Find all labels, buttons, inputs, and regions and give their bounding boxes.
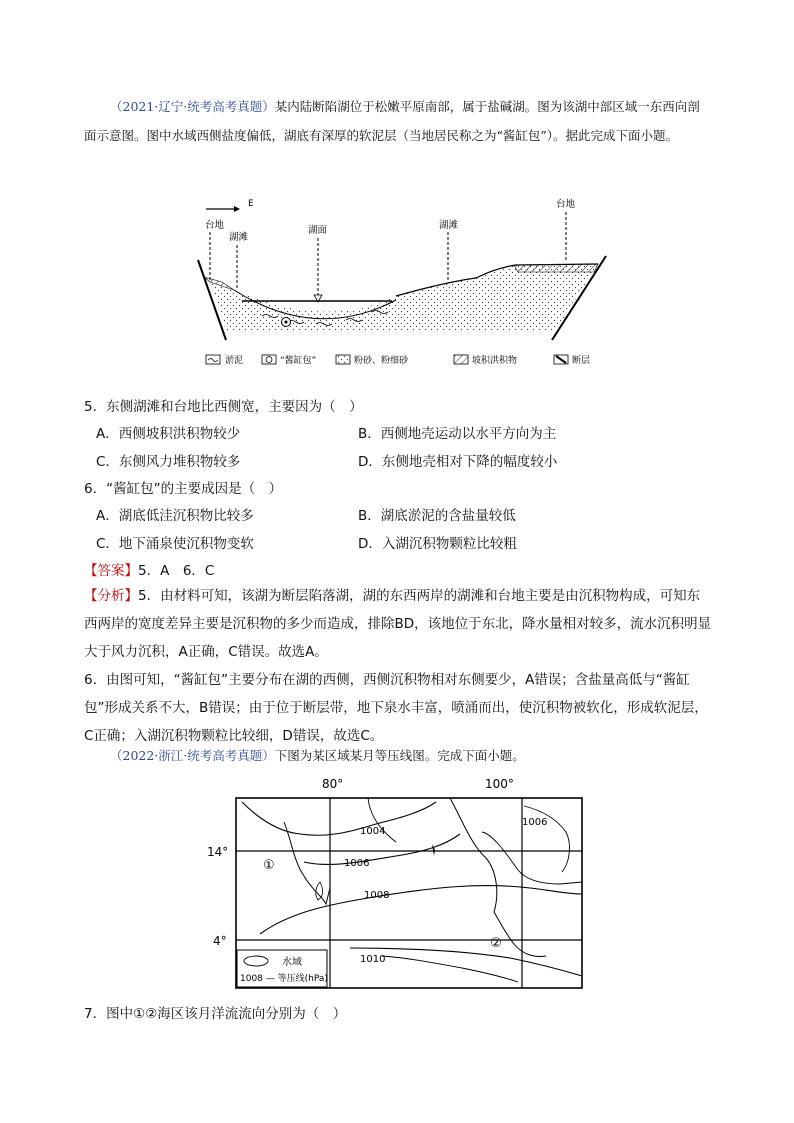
legend-isobar-label: 1008 — 等压线(hPa) <box>240 974 328 984</box>
isobar-map-figure <box>200 772 592 994</box>
silt-sand-body <box>210 264 598 330</box>
figure2-legend <box>237 950 328 987</box>
figure1-legend <box>206 354 590 366</box>
label-west-beach: 湖滩 <box>229 232 249 243</box>
direction-label: E <box>248 199 254 209</box>
legend-slope-deposit: 坡积洪积物 <box>472 356 518 366</box>
legend-mud: 淤泥 <box>225 356 244 366</box>
q5-option-b: B．西侧地壳运动以水平方向为主 <box>358 426 557 442</box>
sea-area-1-marker: ① <box>263 858 275 873</box>
question-intro-2022 <box>84 745 712 767</box>
analysis-block <box>84 582 712 750</box>
isobar-1010-label: 1010 <box>360 954 386 965</box>
q5-option-a: A．西侧坡积洪积物较少 <box>96 426 241 442</box>
legend-silt: 粉砂、粉细砂 <box>354 356 409 366</box>
isobar-1006-label-east: 1006 <box>522 817 548 828</box>
q6-option-d: D．入湖沉积物颗粒比较粗 <box>358 536 517 552</box>
q6-option-b: B．湖底淤泥的含盐量较低 <box>358 508 516 524</box>
question-6-stem: 6．“酱缸包”的主要成因是（ ） <box>84 481 283 497</box>
analysis-q5 <box>84 582 712 666</box>
question-7-stem: 7．图中①②海区该月洋流流向分别为（ ） <box>84 1006 347 1022</box>
sea-area-2-marker: ② <box>490 936 502 951</box>
label-west-platform: 台地 <box>205 220 225 231</box>
question-intro-text-2022: 下图为某区域某月等压线图。完成下面小题。 <box>274 748 525 763</box>
question-intro-2021 <box>84 92 712 150</box>
isobar-1006-label: 1006 <box>344 858 370 869</box>
analysis-q5-text: 5．由材料可知，该湖为断层陷落湖，湖的东西两岸的湖滩和台地主要是由沉积物构成，可知东西两岸的宽度差异主要是沉积物的多少而造成，排除BD，该地位于东北，降水量相对较多，流水沉积明显大于风力沉积，A正确，C错误。故选A。 <box>84 588 712 660</box>
lat-4-label: 4° <box>213 934 227 948</box>
water-symbol-icon <box>244 956 268 966</box>
answer-line <box>84 559 214 579</box>
answer-text: 5．A 6．C <box>138 563 215 579</box>
legend-fault: 断层 <box>572 356 591 366</box>
label-east-platform: 台地 <box>556 199 576 210</box>
question-source-2022: （2022·浙江·统考高考真题） <box>110 748 275 763</box>
q5-option-c: C．东侧风力堆积物较多 <box>96 454 241 470</box>
legend-water-label: 水域 <box>282 957 302 968</box>
isobar-1008-label: 1008 <box>364 890 390 901</box>
q5-option-d: D．东侧地壳相对下降的幅度较小 <box>358 454 558 470</box>
analysis-q6: 6．由图可知，“酱缸包”主要分布在湖的西侧，西侧沉积物相对东侧要少，A错误；含盐量高低与“酱缸包”形成关系不大，B错误；由于位于断层带，地下泉水丰富，喷涌而出，使沉积物被软化，形成软泥层，C正确；入湖沉积物颗粒比较细，D错误，故选C。 <box>84 672 708 744</box>
label-east-beach: 湖滩 <box>439 220 459 231</box>
lon-80-label: 80° <box>322 777 344 791</box>
analysis-tag: 【分析】 <box>84 588 138 604</box>
q6-option-a: A．湖底低洼沉积物比较多 <box>96 508 254 524</box>
legend-jianggangbao: “酱缸包” <box>280 356 317 366</box>
label-lake-surface: 湖面 <box>308 225 328 236</box>
lon-100-label: 100° <box>485 777 514 791</box>
lake-cross-section-figure <box>196 190 608 375</box>
q6-option-c: C．地下涌泉使沉积物变软 <box>96 536 254 552</box>
question-source: （2021·辽宁·统考高考真题） <box>110 99 275 114</box>
lat-14-label: 14° <box>207 845 229 859</box>
answer-tag: 【答案】 <box>84 563 138 579</box>
isobar-1004-label: 1004 <box>360 826 386 837</box>
question-intro-text: 某内陆断陷湖位于松嫩平原南部，属于盐碱湖。图为该湖中部区域一东西向剖面示意图。图中水域西侧盐度偏低，湖底有深厚的软泥层（当地居民称之为“酱缸包”）。据此完成下面小题。 <box>84 99 700 143</box>
question-5-stem: 5．东侧湖滩和台地比西侧宽，主要因为（ ） <box>84 399 363 415</box>
